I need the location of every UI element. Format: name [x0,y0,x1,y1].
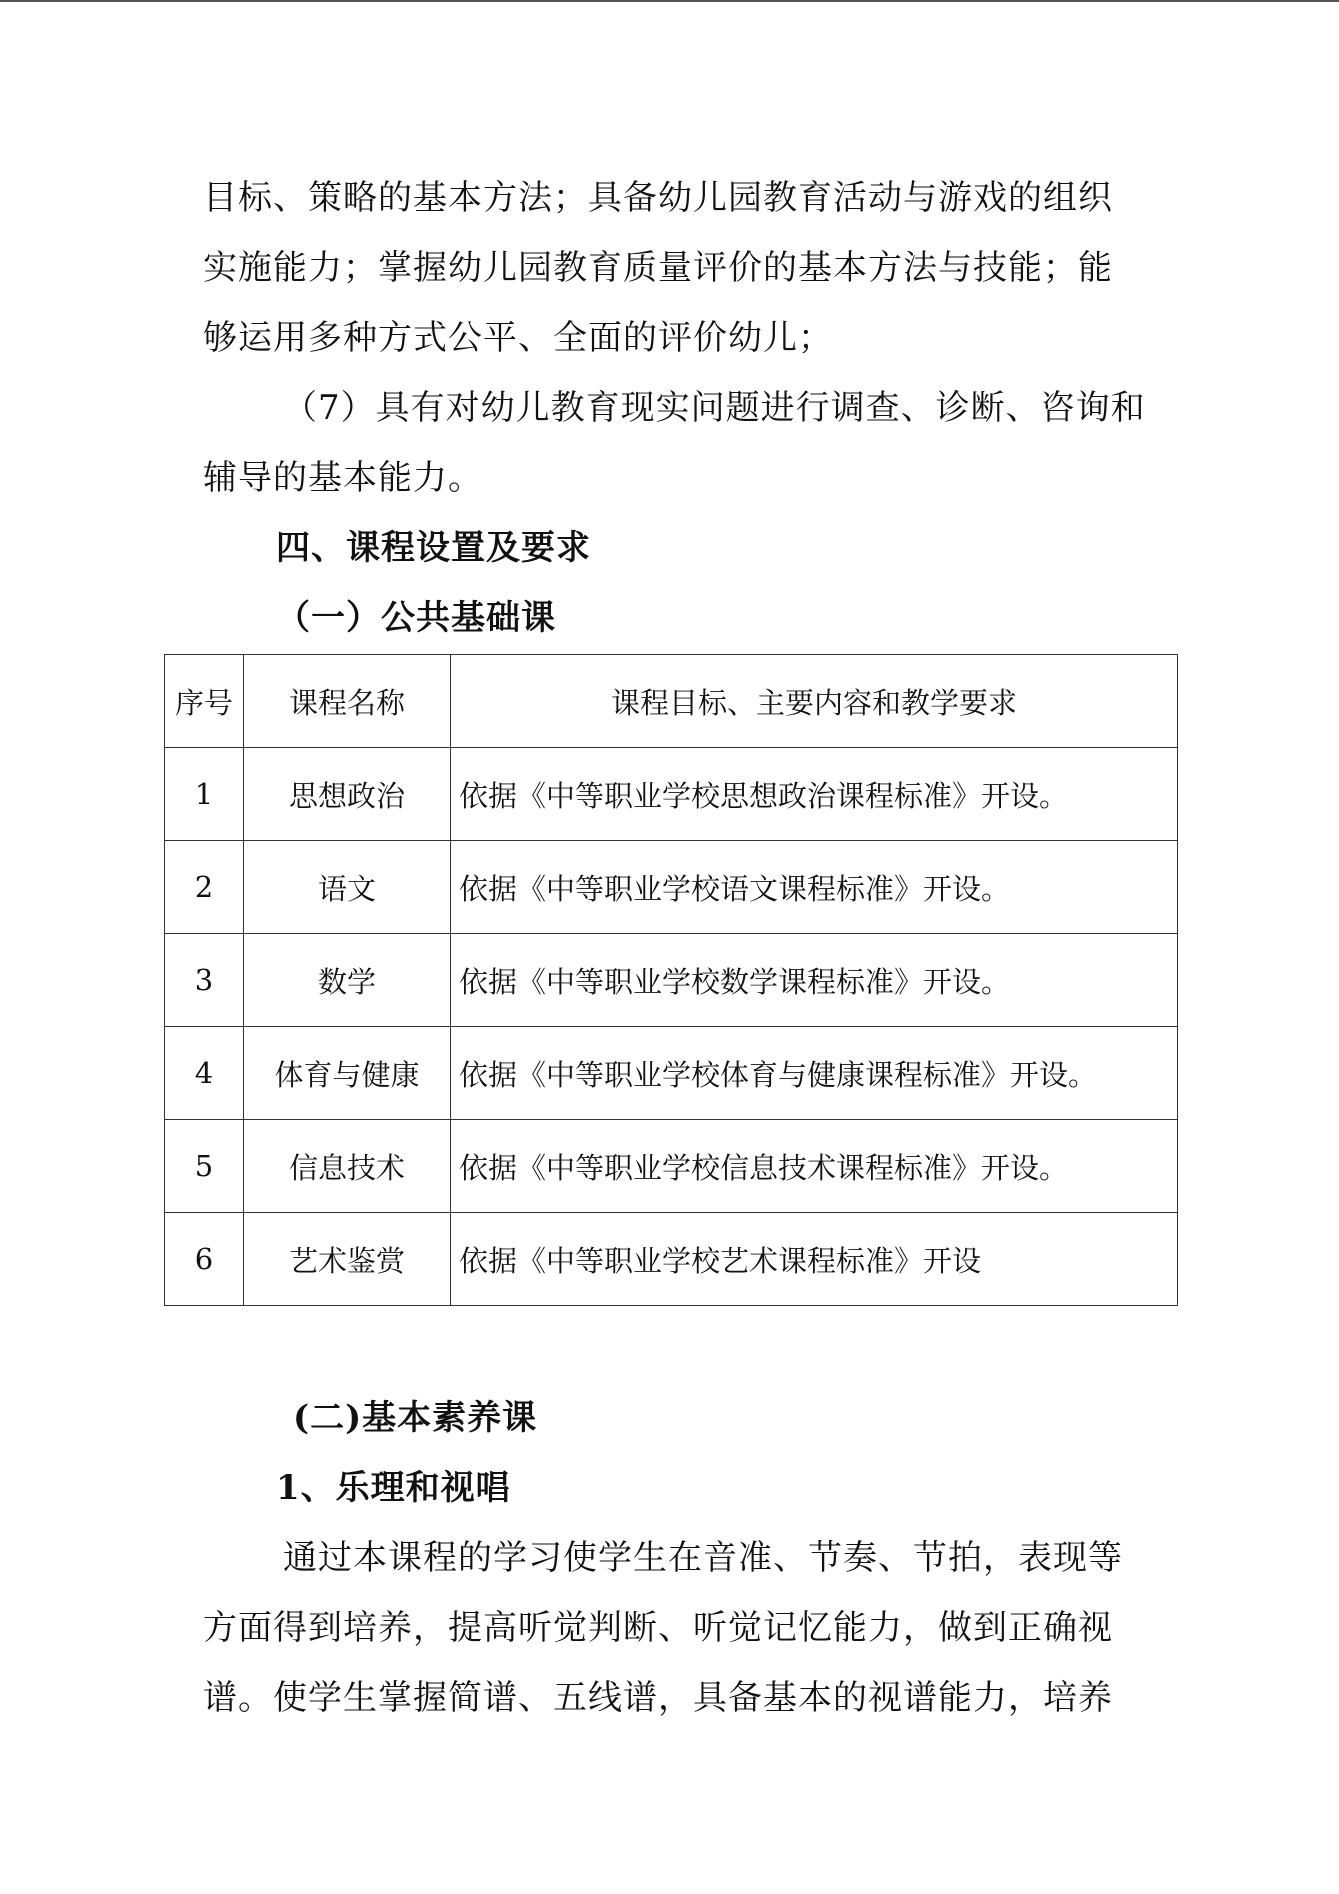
table-row [165,748,1178,841]
row-index: 1 [165,748,244,841]
table-row [165,934,1178,1027]
paragraph-line: 通过本课程的学习使学生在音准、节奏、节拍，表现等 [283,1538,1123,1578]
row-course-name: 数学 [244,934,451,1027]
table-row [165,1027,1178,1120]
table-row [165,1120,1178,1213]
row-course-description: 依据《中等职业学校艺术课程标准》开设 [451,1213,1178,1306]
row-index: 6 [165,1213,244,1306]
row-index: 4 [165,1027,244,1120]
subsection-title-public-courses: （一）公共基础课 [276,598,556,638]
row-index: 2 [165,841,244,934]
row-course-name: 艺术鉴赏 [244,1213,451,1306]
row-course-name: 思想政治 [244,748,451,841]
row-course-description: 依据《中等职业学校数学课程标准》开设。 [451,934,1178,1027]
row-course-name: 信息技术 [244,1120,451,1213]
paragraph-line: 实施能力；掌握幼儿园教育质量评价的基本方法与技能；能 [203,248,1113,288]
row-course-name: 体育与健康 [244,1027,451,1120]
row-index: 3 [165,934,244,1027]
course-table [164,654,1178,1306]
paragraph-line: 谱。使学生掌握简谱、五线谱，具备基本的视谱能力，培养 [203,1678,1113,1718]
row-index: 5 [165,1120,244,1213]
row-course-description: 依据《中等职业学校语文课程标准》开设。 [451,841,1178,934]
table-row [165,841,1178,934]
paragraph-line: 辅导的基本能力。 [203,458,483,498]
row-course-description: 依据《中等职业学校体育与健康课程标准》开设。 [451,1027,1178,1120]
course-title: 1、乐理和视唱 [276,1468,511,1508]
table-header-row [165,655,1178,748]
paragraph-line: （7）具有对幼儿教育现实问题进行调查、诊断、咨询和 [283,388,1146,428]
header-index: 序号 [165,655,244,748]
page-top-border [0,0,1339,2]
subsection-title-basic-courses: (二)基本素养课 [293,1398,538,1438]
section-title: 四、课程设置及要求 [276,528,591,568]
header-course-description: 课程目标、主要内容和教学要求 [451,655,1178,748]
table-row [165,1213,1178,1306]
row-course-description: 依据《中等职业学校信息技术课程标准》开设。 [451,1120,1178,1213]
header-course-name: 课程名称 [244,655,451,748]
row-course-description: 依据《中等职业学校思想政治课程标准》开设。 [451,748,1178,841]
row-course-name: 语文 [244,841,451,934]
paragraph-line: 目标、策略的基本方法；具备幼儿园教育活动与游戏的组织 [203,178,1113,218]
paragraph-line: 方面得到培养，提高听觉判断、听觉记忆能力，做到正确视 [203,1608,1113,1648]
paragraph-line: 够运用多种方式公平、全面的评价幼儿； [203,318,833,358]
